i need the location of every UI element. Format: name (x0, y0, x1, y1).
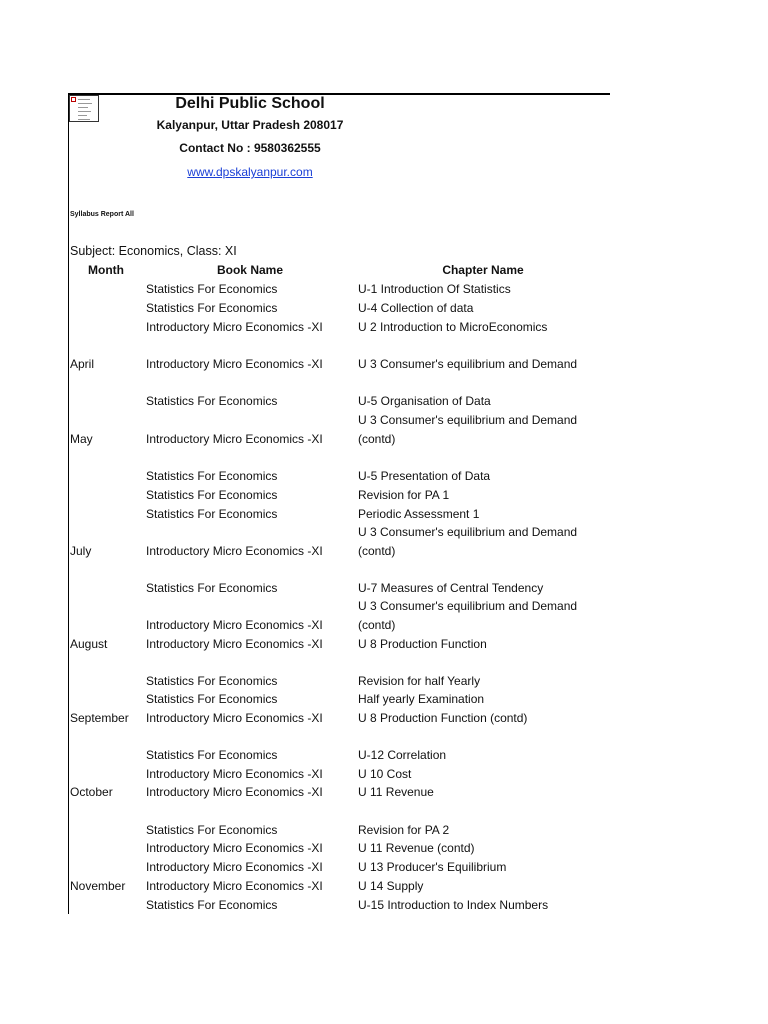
row-book-name: Introductory Micro Economics -XI (146, 711, 323, 725)
school-name: Delhi Public School (175, 95, 325, 112)
row-chapter-name: Revision for half Yearly (358, 674, 481, 688)
row-book-name: Introductory Micro Economics -XI (146, 320, 323, 334)
row-book-name: Statistics For Economics (146, 581, 278, 595)
row-book-name: Introductory Micro Economics -XI (146, 543, 323, 558)
row-book-name: Statistics For Economics (146, 823, 278, 837)
row-book-name: Introductory Micro Economics -XI (146, 767, 323, 781)
row-chapter-name: U 11 Revenue (358, 785, 434, 799)
row-book-name: Statistics For Economics (146, 748, 278, 762)
row-chapter-name: Periodic Assessment 1 (358, 507, 480, 521)
row-book-name: Introductory Micro Economics -XI (146, 785, 323, 799)
logo-mark-icon (71, 97, 76, 102)
row-chapter-name: U-5 Presentation of Data (358, 469, 491, 483)
row-book-name: Statistics For Economics (146, 394, 278, 408)
row-month: April (70, 357, 95, 371)
row-chapter-name: U-15 Introduction to Index Numbers (358, 898, 549, 912)
row-chapter-name: U 14 Supply (358, 879, 424, 893)
row-book-name: Introductory Micro Economics -XI (146, 879, 323, 893)
column-header-chapter-name: Chapter Name (442, 263, 524, 277)
report-title: Syllabus Report All (70, 211, 134, 218)
row-chapter-name: U 3 Consumer's equilibrium and Demand (358, 413, 578, 427)
row-book-name: Introductory Micro Economics -XI (146, 431, 323, 446)
row-month: July (70, 543, 92, 558)
left-border-line (68, 95, 69, 914)
school-logo-image (69, 95, 99, 122)
row-chapter-name: U-1 Introduction Of Statistics (358, 282, 511, 296)
column-header-month: Month (88, 263, 124, 277)
row-book-name: Introductory Micro Economics -XI (146, 617, 323, 632)
row-book-name: Statistics For Economics (146, 282, 278, 296)
row-chapter-name: (contd) (358, 617, 396, 632)
school-website-link[interactable]: www.dpskalyanpur.com (187, 165, 313, 179)
row-book-name: Statistics For Economics (146, 301, 278, 315)
row-chapter-name: U 3 Consumer's equilibrium and Demand (358, 357, 578, 371)
row-chapter-name: U 8 Production Function (contd) (358, 711, 528, 725)
row-book-name: Statistics For Economics (146, 488, 278, 502)
row-book-name: Statistics For Economics (146, 507, 278, 521)
row-chapter-name: U-5 Organisation of Data (358, 394, 491, 408)
column-header-book-name: Book Name (216, 263, 284, 277)
row-chapter-name: Revision for PA 1 (358, 488, 450, 502)
row-month: October (70, 785, 113, 799)
school-address: Kalyanpur, Uttar Pradesh 208017 (156, 118, 344, 132)
row-chapter-name: U 2 Introduction to MicroEconomics (358, 320, 548, 334)
row-book-name: Statistics For Economics (146, 898, 278, 912)
row-chapter-name: U 3 Consumer's equilibrium and Demand (358, 599, 578, 613)
row-chapter-name: U-12 Correlation (358, 748, 447, 762)
row-book-name: Statistics For Economics (146, 692, 278, 706)
row-chapter-name: U-4 Collection of data (358, 301, 474, 315)
row-chapter-name: Half yearly Examination (358, 692, 485, 706)
row-chapter-name: (contd) (358, 543, 396, 558)
row-book-name: Introductory Micro Economics -XI (146, 841, 323, 855)
row-book-name: Statistics For Economics (146, 469, 278, 483)
row-chapter-name: U 11 Revenue (contd) (358, 841, 475, 855)
row-chapter-name: (contd) (358, 431, 396, 446)
row-chapter-name: U 13 Producer's Equilibrium (358, 860, 507, 874)
row-chapter-name: Revision for PA 2 (358, 823, 450, 837)
row-book-name: Introductory Micro Economics -XI (146, 637, 323, 651)
row-month: August (70, 637, 108, 651)
row-month: November (70, 879, 126, 893)
row-chapter-name: U-7 Measures of Central Tendency (358, 581, 544, 595)
subject-line: Subject: Economics, Class: XI (70, 244, 237, 258)
row-chapter-name: U 10 Cost (358, 767, 412, 781)
row-month: September (70, 711, 129, 725)
row-book-name: Statistics For Economics (146, 674, 278, 688)
row-month: May (70, 431, 93, 446)
row-chapter-name: U 8 Production Function (358, 637, 487, 651)
row-book-name: Introductory Micro Economics -XI (146, 860, 323, 874)
row-book-name: Introductory Micro Economics -XI (146, 357, 323, 371)
row-chapter-name: U 3 Consumer's equilibrium and Demand (358, 525, 578, 539)
school-contact: Contact No : 9580362555 (179, 141, 321, 155)
